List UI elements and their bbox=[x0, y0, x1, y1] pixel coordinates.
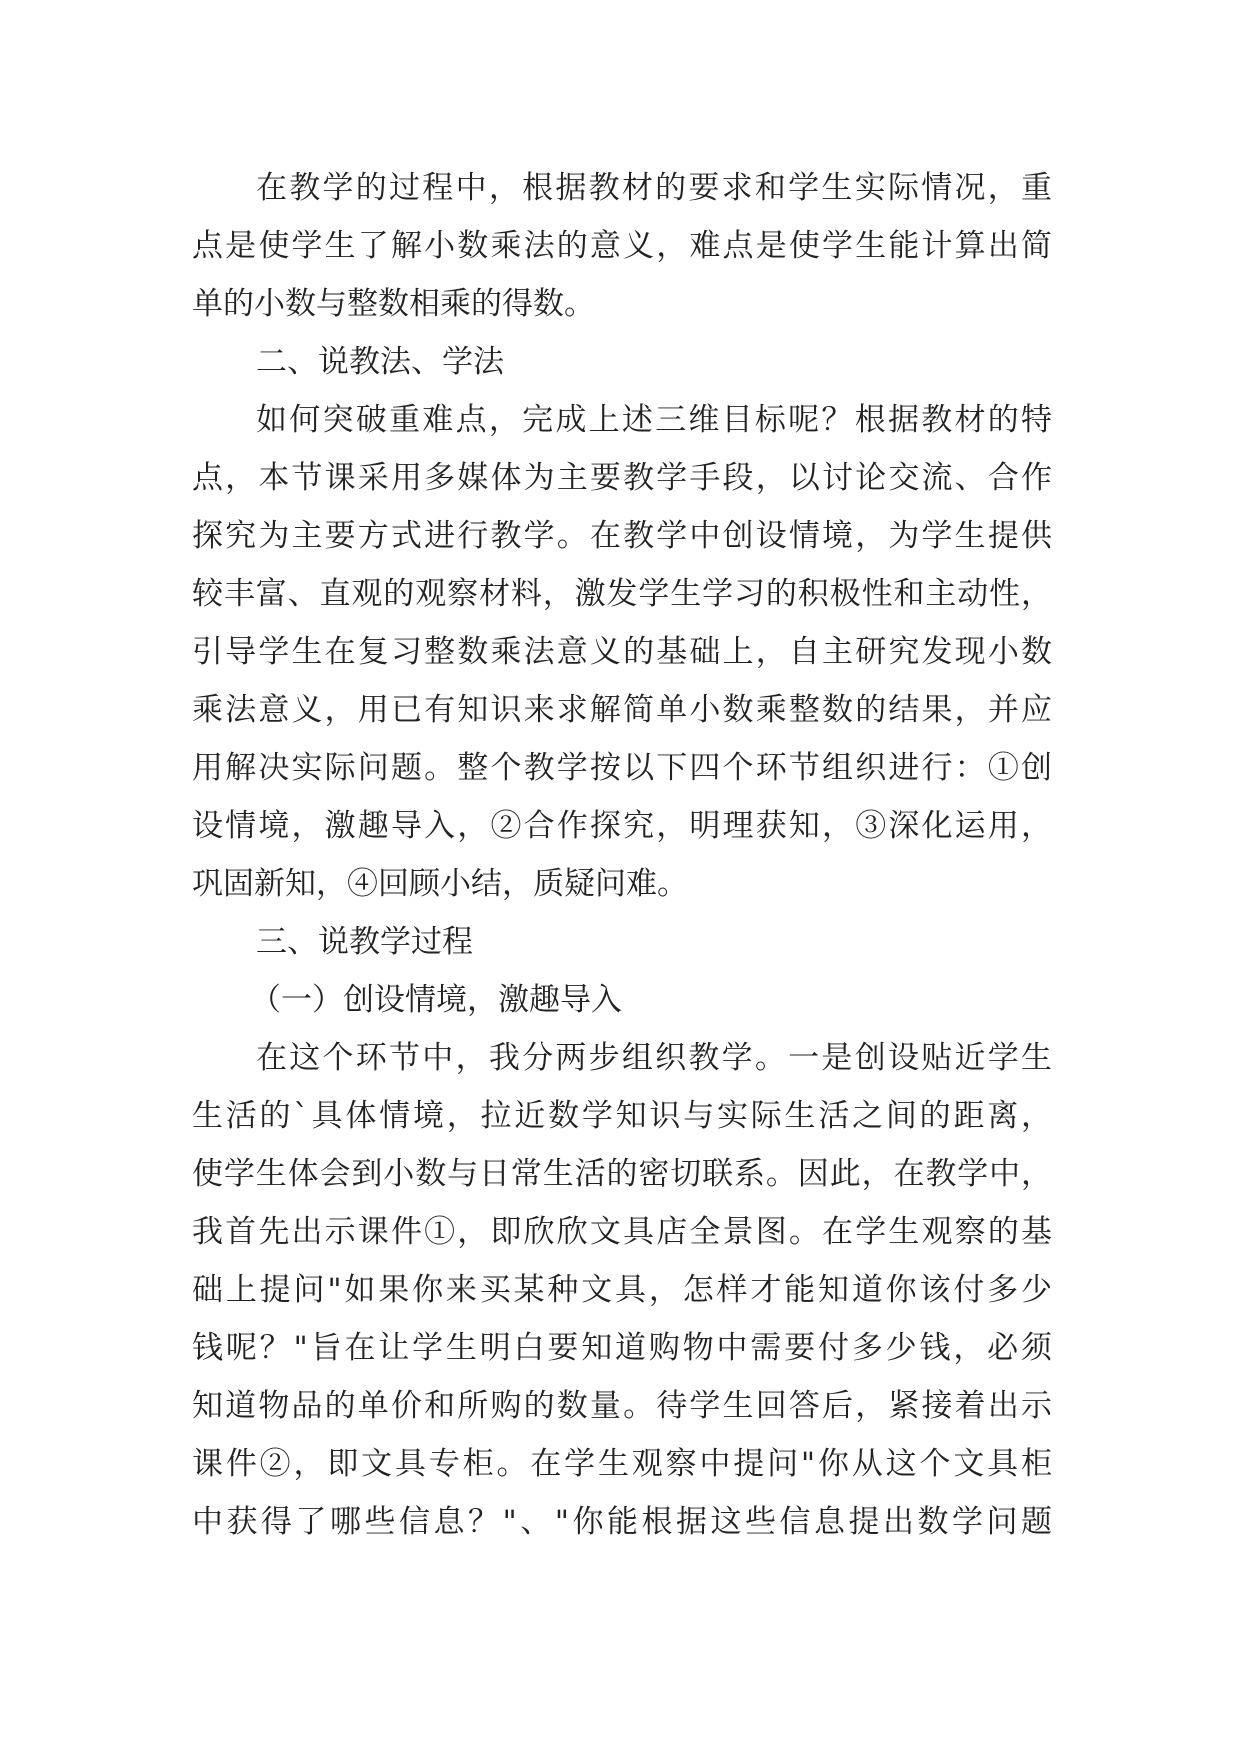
paragraph-line: 钱呢？"旨在让学生明白要知道购物中需要付多少钱，必须 bbox=[192, 1330, 1052, 1366]
paragraph-line: 用解决实际问题。整个教学按以下四个环节组织进行：①创 bbox=[192, 750, 1052, 786]
paragraph-line: 我首先出示课件①，即欣欣文具店全景图。在学生观察的基 bbox=[192, 1214, 1052, 1250]
paragraph-line: 课件②，即文具专柜。在学生观察中提问"你从这个文具柜 bbox=[192, 1446, 1052, 1482]
paragraph-line: 探究为主要方式进行教学。在教学中创设情境，为学生提供 bbox=[192, 518, 1052, 554]
subsection-heading: （一）创设情境，激趣导入 bbox=[250, 982, 622, 1018]
paragraph-line: 点是使学生了解小数乘法的意义，难点是使学生能计算出简 bbox=[192, 228, 1052, 264]
section-heading: 三、说教学过程 bbox=[256, 924, 473, 960]
paragraph-line: 中获得了哪些信息？"、"你能根据这些信息提出数学问题 bbox=[192, 1504, 1052, 1540]
paragraph-line: 单的小数与整数相乘的得数。 bbox=[192, 286, 595, 322]
paragraph-line: 点，本节课采用多媒体为主要教学手段，以讨论交流、合作 bbox=[192, 460, 1052, 496]
paragraph-line: 引导学生在复习整数乘法意义的基础上，自主研究发现小数 bbox=[192, 634, 1052, 670]
paragraph-line: 生活的`具体情境，拉近数学知识与实际生活之间的距离， bbox=[192, 1098, 1052, 1134]
section-heading: 二、说教法、学法 bbox=[256, 344, 504, 380]
paragraph-line: 设情境，激趣导入，②合作探究，明理获知，③深化运用， bbox=[192, 808, 1052, 844]
paragraph-line: 较丰富、直观的观察材料，激发学生学习的积极性和主动性， bbox=[192, 576, 1052, 612]
paragraph-line: 使学生体会到小数与日常生活的密切联系。因此，在教学中， bbox=[192, 1156, 1052, 1192]
paragraph-line: 在教学的过程中，根据教材的要求和学生实际情况，重 bbox=[256, 170, 1052, 206]
paragraph-line: 在这个环节中，我分两步组织教学。一是创设贴近学生 bbox=[256, 1040, 1052, 1076]
paragraph-line: 础上提问"如果你来买某种文具，怎样才能知道你该付多少 bbox=[192, 1272, 1052, 1308]
paragraph-line: 知道物品的单价和所购的数量。待学生回答后，紧接着出示 bbox=[192, 1388, 1052, 1424]
paragraph-line: 乘法意义，用已有知识来求解简单小数乘整数的结果，并应 bbox=[192, 692, 1052, 728]
paragraph-line: 巩固新知，④回顾小结，质疑问难。 bbox=[192, 866, 688, 902]
paragraph-line: 如何突破重难点，完成上述三维目标呢？根据教材的特 bbox=[256, 402, 1052, 438]
